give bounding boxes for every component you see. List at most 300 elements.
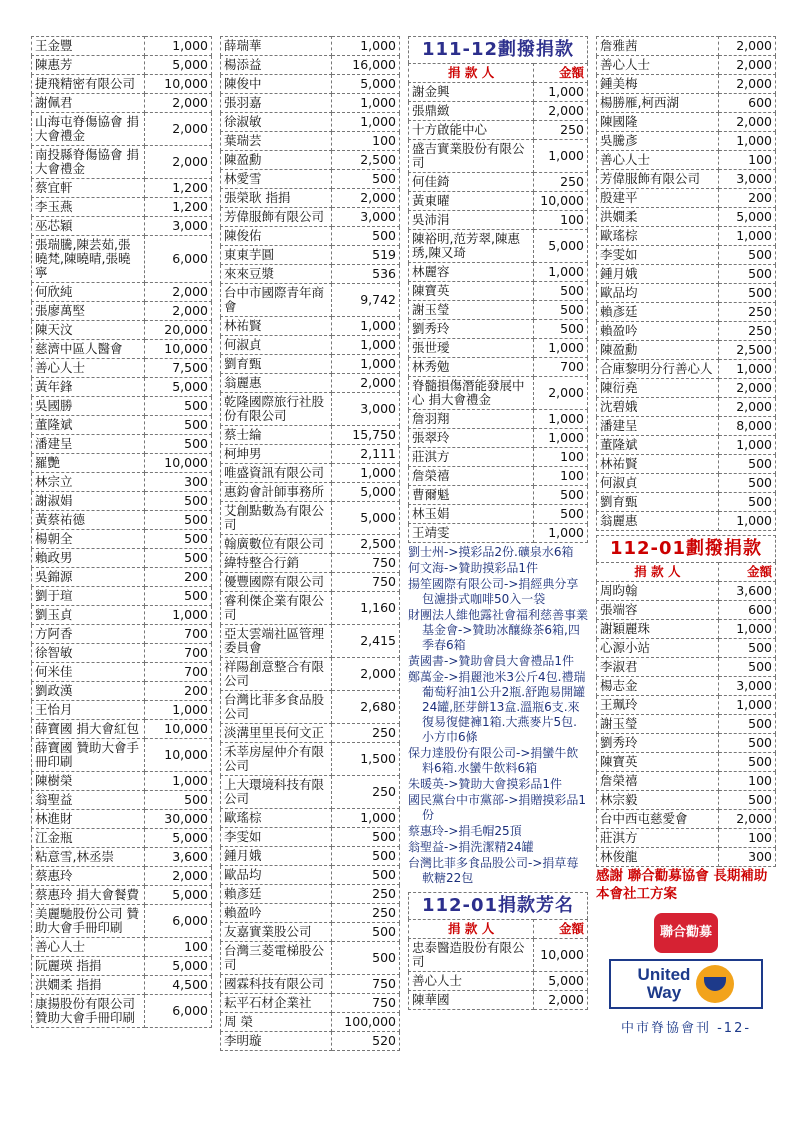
donor-name: 江金瓶 (32, 829, 145, 848)
donation-amount: 1,000 (331, 336, 399, 355)
table-row (597, 246, 776, 265)
donation-amount: 500 (145, 511, 212, 530)
table-row (597, 379, 776, 398)
section-title-112-01-donation: 112-01捐款芳名 (408, 892, 588, 919)
table-row (221, 847, 400, 866)
donation-amount: 5,000 (145, 378, 212, 397)
donor-name: 林秀勉 (409, 358, 534, 377)
donation-amount: 1,000 (331, 464, 399, 483)
donation-amount: 100 (534, 467, 588, 486)
donor-name: 林祐賢 (221, 317, 332, 336)
table-row (597, 151, 776, 170)
donation-amount: 5,000 (331, 75, 399, 94)
table-row (32, 397, 212, 416)
donor-name: 薛瑞華 (221, 37, 332, 56)
donor-name: 陳華國 (409, 991, 534, 1010)
donor-name: 盛吉實業股份有限公司 (409, 140, 534, 173)
donor-name: 洪嫺柔 指捐 (32, 976, 145, 995)
donor-name: 耘平石材企業社 (221, 994, 332, 1013)
table-row (221, 724, 400, 743)
donor-name: 粘意雪,林丞崇 (32, 848, 145, 867)
donor-name: 劉育甄 (221, 355, 332, 374)
table-row (409, 524, 588, 543)
donor-name: 林愛雪 (221, 170, 332, 189)
donation-amount: 500 (331, 942, 399, 975)
table-row (221, 535, 400, 554)
united-way-taiwan-logo: 聯合勸募 (654, 913, 718, 953)
table-row (409, 972, 588, 991)
donor-name: 楊添益 (221, 56, 332, 75)
donor-name: 脊髓損傷潛能發展中心 捐大會禮金 (409, 377, 534, 410)
donor-name: 黃蔡祐德 (32, 511, 145, 530)
donor-name: 上大環境科技有限公司 (221, 776, 332, 809)
donor-name: 張榮耿 指捐 (221, 189, 332, 208)
donor-name: 陳天汶 (32, 321, 145, 340)
donor-name: 徐智敏 (32, 644, 145, 663)
donor-name: 南投縣脊傷協會 捐大會禮金 (32, 146, 145, 179)
table-row (221, 151, 400, 170)
donation-amount: 500 (718, 455, 775, 474)
donation-amount: 20,000 (145, 321, 212, 340)
donation-amount: 5,000 (145, 56, 212, 75)
table-row (409, 211, 588, 230)
table-row (597, 696, 776, 715)
table-row (597, 360, 776, 379)
donor-name: 淡溝里里長何文正 (221, 724, 332, 743)
table-row (221, 189, 400, 208)
table-row (32, 198, 212, 217)
column-4 (596, 36, 776, 1036)
donation-amount: 250 (331, 724, 399, 743)
donor-name: 美麗馳股份公司 贊助大會手冊印刷 (32, 905, 145, 938)
table-row (32, 848, 212, 867)
donor-name: 東東芋圓 (221, 246, 332, 265)
donor-name: 艾創點數為有限公司 (221, 502, 332, 535)
donation-table-4b (596, 562, 776, 867)
donor-name: 善心人士 (409, 972, 534, 991)
table-row (32, 94, 212, 113)
donation-amount: 500 (145, 587, 212, 606)
table-row (221, 554, 400, 573)
table-row (597, 436, 776, 455)
donor-name: 王金豐 (32, 37, 145, 56)
table-row (221, 828, 400, 847)
table-row (32, 56, 212, 75)
donation-amount: 500 (718, 753, 775, 772)
donor-name: 李淑君 (597, 658, 719, 677)
donor-name: 忠泰醫造股份有限公司 (409, 939, 534, 972)
donor-name: 巫芯穎 (32, 217, 145, 236)
table-row (597, 75, 776, 94)
donation-amount: 3,000 (145, 217, 212, 236)
donor-name: 台灣比菲多食品股公司 (221, 691, 332, 724)
donation-amount: 500 (145, 435, 212, 454)
donor-name: 謝玉瑩 (409, 301, 534, 320)
donor-name: 何米佳 (32, 663, 145, 682)
table-row (32, 739, 212, 772)
donation-amount: 250 (718, 322, 775, 341)
donor-name: 賴彥廷 (597, 303, 719, 322)
donation-amount: 520 (331, 1032, 399, 1051)
donor-name: 李玉燕 (32, 198, 145, 217)
table-row (597, 493, 776, 512)
table-row (597, 417, 776, 436)
note-item: 台灣比菲多食品股公司->捐草莓軟糖22包 (408, 856, 579, 885)
donation-amount: 500 (718, 493, 775, 512)
donor-name: 歐瑤棕 (221, 809, 332, 828)
donation-amount: 200 (145, 568, 212, 587)
donation-amount: 1,000 (718, 227, 775, 246)
table-row (32, 720, 212, 739)
donation-amount: 300 (145, 473, 212, 492)
donation-amount: 2,000 (718, 56, 775, 75)
table-row (32, 905, 212, 938)
donation-amount: 10,000 (534, 192, 588, 211)
donation-amount: 2,500 (331, 151, 399, 170)
donor-name: 薛寶國 捐大會紅包 (32, 720, 145, 739)
column-2 (220, 36, 400, 1051)
donor-name: 鍾月娥 (597, 265, 719, 284)
section-title-111-12: 111-12劃撥捐款 (408, 36, 588, 63)
note-item: 蔡惠玲->捐毛帽25頂 (408, 824, 522, 838)
table-row (32, 146, 212, 179)
donation-amount: 750 (331, 573, 399, 592)
donation-amount: 1,160 (331, 592, 399, 625)
table-row (32, 283, 212, 302)
donation-amount: 1,000 (145, 701, 212, 720)
donor-name: 王靖雯 (409, 524, 534, 543)
united-way-wordmark: United Way (637, 965, 691, 1002)
donation-amount: 2,500 (331, 535, 399, 554)
donation-amount: 2,000 (331, 189, 399, 208)
table-row (221, 743, 400, 776)
donor-name: 林玉娟 (409, 505, 534, 524)
note-item: 財團法人維他露社會福利慈善事業基金會->贊助冰釀綠茶6箱,四季春6箱 (408, 608, 589, 652)
donor-name: 鍾月娥 (221, 847, 332, 866)
donor-name: 善心人士 (32, 359, 145, 378)
note-item: 劉士州->摸彩品2份.礦泉水6箱 (408, 545, 574, 559)
donor-name: 劉秀玲 (409, 320, 534, 339)
donor-name: 何淑貞 (221, 336, 332, 355)
table-row (32, 492, 212, 511)
table-row (221, 170, 400, 189)
donation-amount: 500 (718, 284, 775, 303)
donation-amount: 3,600 (718, 582, 775, 601)
donor-name: 阮麗瑛 指捐 (32, 957, 145, 976)
donation-amount: 2,000 (718, 113, 775, 132)
table-row (597, 284, 776, 303)
donor-name: 葉瑞芸 (221, 132, 332, 151)
donation-amount: 2,680 (331, 691, 399, 724)
donation-amount: 250 (534, 173, 588, 192)
donor-name: 歐品均 (597, 284, 719, 303)
table-row (597, 753, 776, 772)
table-row (32, 416, 212, 435)
donor-name: 張廖萬堅 (32, 302, 145, 321)
table-row (597, 601, 776, 620)
donor-name: 周 榮 (221, 1013, 332, 1032)
table-row (597, 113, 776, 132)
donor-name: 莊淇方 (597, 829, 719, 848)
note-item: 揚笙國際有限公司->捐經典分享包濾掛式咖啡50入一袋 (408, 577, 579, 606)
donor-name: 心源小站 (597, 639, 719, 658)
donation-amount: 5,000 (145, 957, 212, 976)
table-row (221, 393, 400, 426)
donor-name: 王珮玲 (597, 696, 719, 715)
table-row (597, 303, 776, 322)
table-row (32, 810, 212, 829)
table-row (597, 810, 776, 829)
table-row (32, 359, 212, 378)
donation-amount: 3,600 (145, 848, 212, 867)
donation-amount: 10,000 (145, 454, 212, 473)
donation-amount: 2,000 (145, 94, 212, 113)
table-row (221, 208, 400, 227)
donor-name: 劉政漢 (32, 682, 145, 701)
table-row (221, 336, 400, 355)
note-item: 國民黨台中市黨部->捐贈摸彩品1份 (408, 793, 587, 822)
table-row (597, 829, 776, 848)
table-row (597, 639, 776, 658)
donation-amount: 500 (145, 492, 212, 511)
donation-amount: 1,000 (145, 772, 212, 791)
donor-name: 黃年鋒 (32, 378, 145, 397)
donor-name: 國霖科技有限公司 (221, 975, 332, 994)
donor-name: 緯特整合行銷 (221, 554, 332, 573)
donor-name: 亞太雲端社區管理委員會 (221, 625, 332, 658)
donation-amount: 2,000 (534, 377, 588, 410)
donor-name: 薛寶國 贊助大會手冊印刷 (32, 739, 145, 772)
table-row (32, 938, 212, 957)
donor-name: 蔡士綸 (221, 426, 332, 445)
donor-name: 善心人士 (32, 938, 145, 957)
donation-amount: 2,000 (145, 113, 212, 146)
table-row (221, 658, 400, 691)
table-row (597, 208, 776, 227)
table-row (221, 445, 400, 464)
table-header (597, 563, 776, 582)
header-amount: 金額 (534, 64, 588, 83)
donation-amount: 15,750 (331, 426, 399, 445)
donation-amount: 500 (718, 639, 775, 658)
donation-amount: 100 (331, 132, 399, 151)
donor-name: 陳盈勳 (221, 151, 332, 170)
table-row (221, 464, 400, 483)
donation-amount: 200 (145, 682, 212, 701)
header-name: 捐 款 人 (597, 563, 719, 582)
donor-name: 吳沛涓 (409, 211, 534, 230)
table-row (32, 179, 212, 198)
donor-name: 謝金興 (409, 83, 534, 102)
table-row (32, 75, 212, 94)
donor-name: 沈碧娥 (597, 398, 719, 417)
donor-name: 詹榮禧 (597, 772, 719, 791)
table-row (409, 83, 588, 102)
donor-name: 柯坤男 (221, 445, 332, 464)
donation-amount: 700 (145, 625, 212, 644)
table-row (597, 474, 776, 493)
donor-name: 鍾美梅 (597, 75, 719, 94)
donor-name: 張世璦 (409, 339, 534, 358)
table-row (221, 691, 400, 724)
donation-amount: 100 (718, 772, 775, 791)
donation-amount: 10,000 (145, 340, 212, 359)
donor-name: 陳裕明,范芳翠,陳惠琇,陳又琦 (409, 230, 534, 263)
donation-amount: 500 (331, 866, 399, 885)
donation-amount: 3,000 (718, 170, 775, 189)
table-row (409, 301, 588, 320)
table-row (32, 340, 212, 359)
column-1 (31, 36, 212, 1028)
donation-amount: 1,000 (331, 113, 399, 132)
table-row (32, 302, 212, 321)
donation-amount: 5,000 (331, 502, 399, 535)
donation-amount: 100 (145, 938, 212, 957)
donor-name: 潘建呈 (597, 417, 719, 436)
table-row (597, 37, 776, 56)
table-row (597, 227, 776, 246)
donor-name: 惠鈞會計師事務所 (221, 483, 332, 502)
donation-amount: 2,000 (534, 102, 588, 121)
donation-amount: 1,000 (718, 696, 775, 715)
table-row (32, 606, 212, 625)
donation-amount: 500 (718, 658, 775, 677)
donation-amount: 100 (534, 448, 588, 467)
donation-amount: 500 (718, 791, 775, 810)
donation-amount: 5,000 (145, 829, 212, 848)
donation-amount: 6,000 (145, 905, 212, 938)
table-row (597, 715, 776, 734)
donation-amount: 500 (331, 923, 399, 942)
donation-amount: 500 (145, 549, 212, 568)
table-row (409, 320, 588, 339)
donation-amount: 500 (331, 170, 399, 189)
donation-amount: 1,000 (331, 37, 399, 56)
donor-name: 詹雅茜 (597, 37, 719, 56)
donation-amount: 1,000 (534, 429, 588, 448)
donor-name: 蔡惠玲 (32, 867, 145, 886)
table-row (221, 1032, 400, 1051)
donor-name: 劉玉貞 (32, 606, 145, 625)
donation-amount: 600 (718, 94, 775, 113)
donation-amount: 700 (145, 663, 212, 682)
donor-name: 吳國勝 (32, 397, 145, 416)
table-row (409, 448, 588, 467)
donation-amount: 1,000 (331, 809, 399, 828)
table-row (221, 625, 400, 658)
donor-name: 林宗立 (32, 473, 145, 492)
donation-amount: 2,000 (718, 810, 775, 829)
donor-name: 歐瑤棕 (597, 227, 719, 246)
table-row (221, 284, 400, 317)
donor-name: 曹爾魁 (409, 486, 534, 505)
donor-name: 翰廣數位有限公司 (221, 535, 332, 554)
table-row (409, 358, 588, 377)
table-row (221, 355, 400, 374)
donation-amount: 6,000 (145, 995, 212, 1028)
table-row (221, 113, 400, 132)
note-item: 保力達股份有限公司->捐蠻牛飲料6箱.水蠻牛飲料6箱 (408, 746, 579, 775)
donor-name: 董隆斌 (597, 436, 719, 455)
donation-amount: 500 (331, 227, 399, 246)
donation-amount: 700 (145, 644, 212, 663)
donor-name: 合庫黎明分行善心人 (597, 360, 719, 379)
donor-name: 陳衍堯 (597, 379, 719, 398)
donor-name: 林麗容 (409, 263, 534, 282)
table-row (221, 1013, 400, 1032)
donation-amount: 250 (331, 904, 399, 923)
table-row (409, 505, 588, 524)
donation-table-1 (31, 36, 212, 1028)
donor-name: 徐淑敏 (221, 113, 332, 132)
table-row (221, 923, 400, 942)
table-row (597, 56, 776, 75)
table-row (597, 189, 776, 208)
donation-amount: 1,000 (534, 410, 588, 429)
note-item: 黃國書->贊助會員大會禮品1件 (408, 654, 575, 668)
donation-amount: 5,000 (331, 483, 399, 502)
donation-amount: 500 (331, 847, 399, 866)
table-row (221, 885, 400, 904)
table-row (597, 265, 776, 284)
table-row (409, 102, 588, 121)
table-header (409, 920, 588, 939)
donation-amount: 16,000 (331, 56, 399, 75)
donation-amount: 2,000 (718, 379, 775, 398)
donor-name: 賴政男 (32, 549, 145, 568)
donation-amount: 500 (145, 416, 212, 435)
table-row (597, 772, 776, 791)
donor-name: 芳偉服飾有限公司 (221, 208, 332, 227)
table-row (597, 791, 776, 810)
donation-amount: 8,000 (718, 417, 775, 436)
donation-amount: 1,000 (718, 360, 775, 379)
table-row (221, 502, 400, 535)
header-name: 捐 款 人 (409, 64, 534, 83)
donation-amount: 500 (145, 397, 212, 416)
donation-amount: 500 (718, 474, 775, 493)
donor-name: 林祐賢 (597, 455, 719, 474)
donor-name: 翁麗惠 (221, 374, 332, 393)
donation-amount: 5,000 (145, 886, 212, 905)
donation-amount: 500 (145, 530, 212, 549)
donation-amount: 1,000 (534, 140, 588, 173)
donation-amount: 1,200 (145, 179, 212, 198)
donor-name: 優豐國際有限公司 (221, 573, 332, 592)
donation-amount: 500 (534, 505, 588, 524)
donation-amount: 2,000 (331, 658, 399, 691)
table-row (221, 776, 400, 809)
donation-amount: 500 (145, 791, 212, 810)
table-row (221, 265, 400, 284)
donation-amount: 10,000 (534, 939, 588, 972)
table-row (409, 230, 588, 263)
donation-table-3b (408, 919, 588, 1010)
table-row (221, 904, 400, 923)
table-row (32, 791, 212, 810)
table-row (597, 582, 776, 601)
donor-name: 殷建平 (597, 189, 719, 208)
table-row (32, 378, 212, 397)
donor-name: 洪嫺柔 (597, 208, 719, 227)
table-row (597, 94, 776, 113)
table-row (32, 37, 212, 56)
table-row (221, 374, 400, 393)
donation-amount: 4,500 (145, 976, 212, 995)
donor-name: 翁聖益 (32, 791, 145, 810)
table-row (409, 991, 588, 1010)
in-kind-donation-notes (408, 545, 588, 886)
